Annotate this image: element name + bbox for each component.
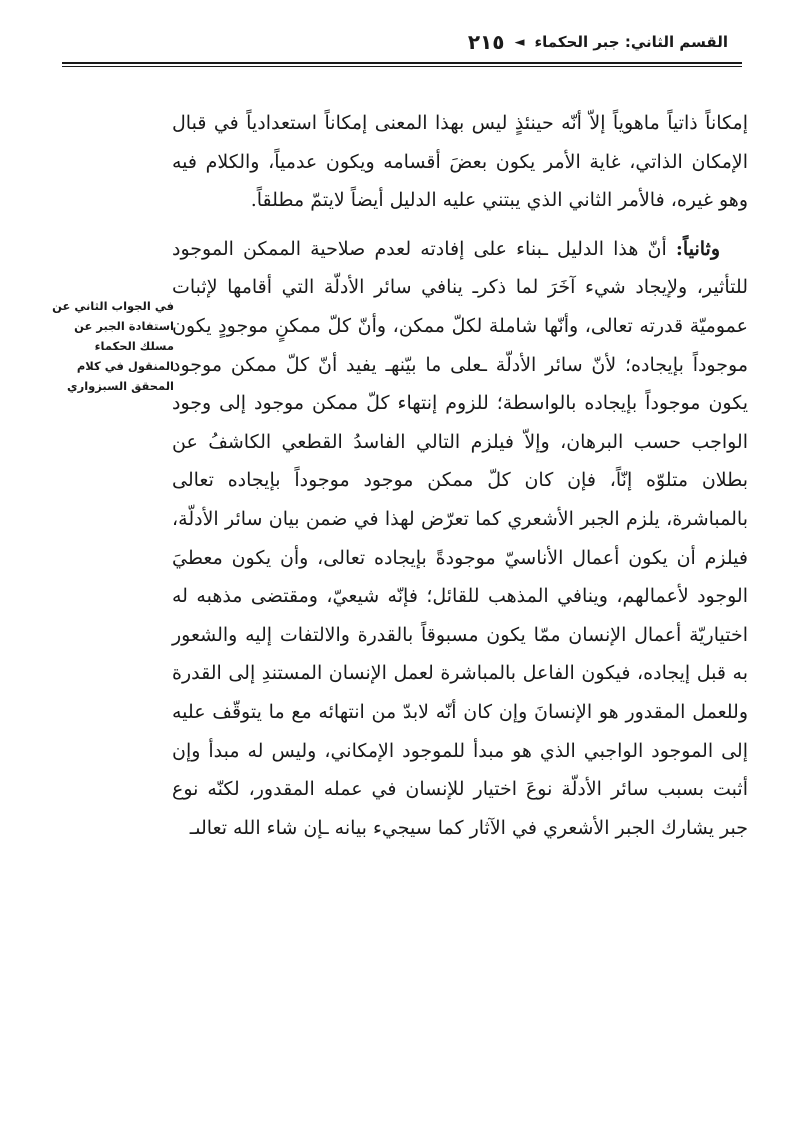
- paragraph-1: إمكاناً ذاتياً ماهوياً إلاّ أنّه حينئذٍ ليس بهذا المعنى إمكاناً استعدادياً في قبال الإمكان الذاتي، غاية الأمر يكون بعضَ أقسامه ويكون عدمياً، والكلام فيه وهو غيره، فالأمر الثاني الذي يبتني عليه الدليل أيضاً لايتمّ مطلقاً.: [172, 112, 748, 212]
- page-number: ٢١٥: [467, 30, 505, 54]
- arrow-left-icon: ◄: [514, 34, 525, 50]
- header-divider: [62, 62, 742, 64]
- main-text-column: [172, 104, 748, 847]
- header-divider-thin: [62, 66, 742, 67]
- paragraph-2: [172, 230, 748, 848]
- paragraph-2-text: أنّ هذا الدليل ـبناء على إفادته لعدم صلاحية الممكن الموجود للتأثير، ولإيجاد شيء آخَرَ لما ذكرـ ينافي سائر الأدلّة التي أقامها لإثبات عموميّة قدرته تعالى، وأنّها شاملة لكلّ ممكن، وأنّ كلّ ممكنٍ موجودٍ يكون موجوداً بإيجاده؛ لأنّ سائر الأدلّة ـعلى ما بيّنهـ يفيد أنّ كلّ ممكن موجود يكون موجوداً بإيجاده بالواسطة؛ للزوم إنتهاء كلّ ممكن موجود إلى وجود الواجب حسب البرهان، وإلاّ فيلزم التالي الفاسدُ القطعي الكاشفُ عن بطلان متلوّه إنّاً، فإن كان كلّ ممكن موجود موجوداً بإيجاده تعالى بالمباشرة، يلزم الجبر الأشعري كما تعرّض لهذا في ضمن بيان سائر الأدلّة، فيلزم أن يكون أعمال الأناسيّ موجودةً بإيجاده تعالى، وأن يكون معطيَ الوجود لأعمالهم، وينافي المذهب للقائل؛ فإنّه شيعيّ، ومقتضى مذهبه له اختياريّة أعمال الإنسان ممّا يكون مسبوقاً بالقدرة والالتفات إليه والشعور به قبل إيجاده، فيكون الفاعل بالمباشرة لعمل الإنسان المستندِ إلى القدرة وللعمل المقدور هو الإنسانَ وإن كان أنّه لابدّ من انتهائه مع ما يتوقّف عليه إلى الموجود الواجبي الذي هو مبدأ للموجود الإمكاني، وليس له مبدأ وإن أثبت بسبب سائر الأدلّة نوعَ اختيار للإنسان في عمله المقدور، لكنّه نوع جبر يشارك الجبر الأشعري في الآثار كما سيجيء بيانه ـإن شاء الله تعالىـ: [172, 237, 748, 839]
- page-header: [468, 30, 728, 54]
- margin-note: في الجواب الثاني عن استفادة الجبر عن مسلك الحكماء المنقول في كلام المحقق السبزواري: [52, 299, 174, 393]
- section-title: القسم الثاني: جبر الحكماء: [534, 33, 728, 51]
- paragraph-2-lead: وثانياً:: [675, 237, 720, 260]
